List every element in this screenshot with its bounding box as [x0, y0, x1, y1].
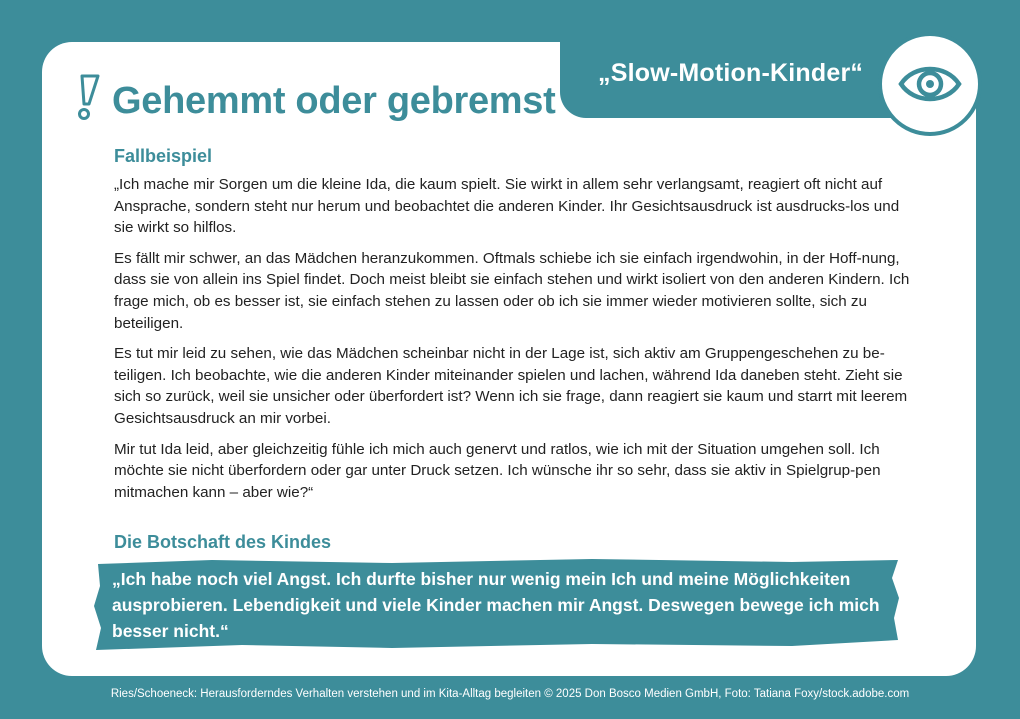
category-label: „Slow-Motion-Kinder“	[598, 59, 864, 87]
eye-icon	[898, 60, 962, 108]
case-paragraph: Mir tut Ida leid, aber gleichzeitig fühle ich mich auch genervt und ratlos, wie ich mit der Situation umgehen soll. Ich möchte sie nicht überfordern oder gar unter Druck setzen. Ich wünsche ihr so sehr, dass sie aktiv in Spielgrup-pen mitmachen kann – aber wie?“	[114, 440, 881, 501]
page-title: Gehemmt oder gebremst	[112, 80, 556, 122]
section-heading-case: Fallbeispiel	[114, 146, 213, 166]
case-paragraph: Es fällt mir schwer, an das Mädchen heranzukommen. Oftmals schiebe ich sie einfach irgendwohin, in der Hoff-nung, dass sie von allein ins Spiel findet. Doch meist bleibt sie einfach stehen und wirkt isoliert von den anderen Kindern. Ich frage mich, ob es besser ist, sie einfach stehen zu lassen oder ob ich sie immer wieder motivieren sollte, sich zu beteiligen.	[114, 249, 910, 332]
case-text	[114, 174, 914, 512]
exclamation-icon	[72, 72, 102, 122]
case-paragraph: Es tut mir leid zu sehen, wie das Mädchen scheinbar nicht in der Lage ist, sich aktiv am Gruppengeschehen zu be-teiligen. Ich beobachte, wie die anderen Kinder miteinander spielen und lachen, während Ida daneben steht. Zieht sie sich so zurück, weil sie unsicher oder überfordert ist? Wenn ich sie frage, dann reagiert sie kaum und starrt mit leerem Gesichtsausdruck an mir vorbei.	[114, 345, 908, 427]
eye-badge	[878, 32, 982, 136]
section-heading-message: Die Botschaft des Kindes	[114, 532, 332, 552]
footer-credit: Ries/Schoeneck: Herausforderndes Verhalten verstehen und im Kita-Alltag begleiten © 2025 Don Bosco Medien GmbH, Foto: Tatiana Foxy/stock.adobe.com	[110, 688, 910, 700]
case-paragraph: „Ich mache mir Sorgen um die kleine Ida, die kaum spielt. Sie wirkt in allem sehr verlangsamt, reagiert oft nicht auf Ansprache, sondern steht nur herum und beobachtet die anderen Kinder. Ihr Gesichtsausdruck ist ausdrucks-los und sie wirkt so hilflos.	[114, 176, 900, 237]
child-message-quote: „Ich habe noch viel Angst. Ich durfte bisher nur wenig mein Ich und meine Möglichkeiten ausprobieren. Lebendigkeit und viele Kinder machen mir Angst. Deswegen bewege ich mich besser nicht.“	[112, 569, 880, 641]
